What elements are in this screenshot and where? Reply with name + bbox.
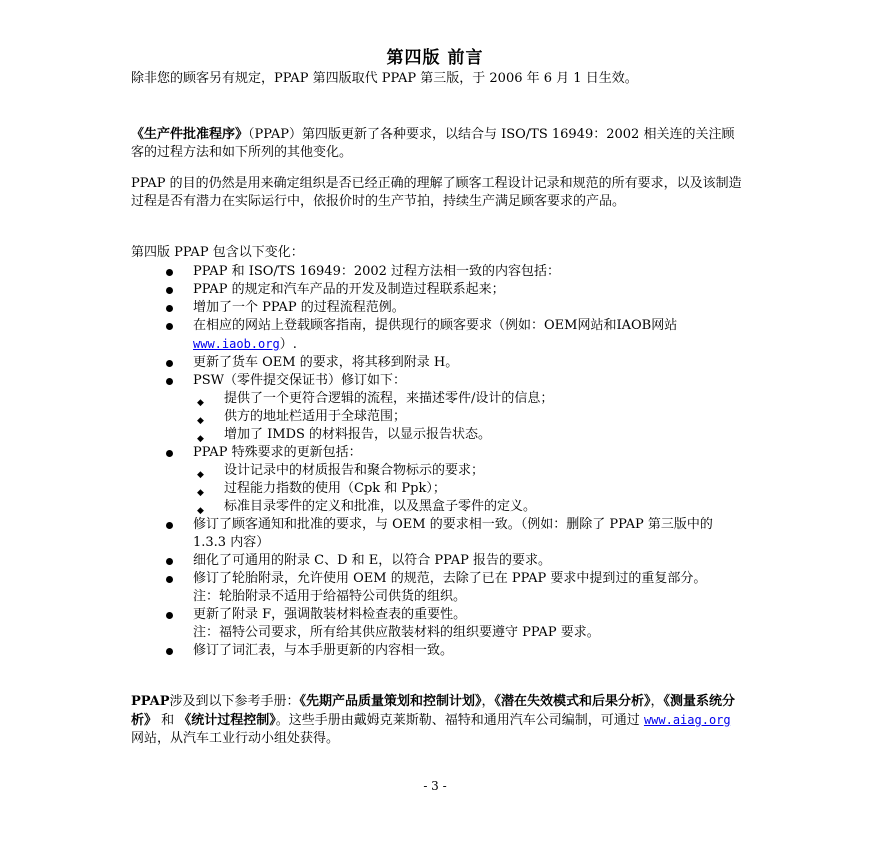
list-item: PPAP 的规定和汽车产品的开发及制造过程联系起来； [131,281,743,299]
manual-fmea: 《潜在失效模式和后果分析》 [494,694,651,709]
diamond-bullet-icon: ◆ [197,488,204,498]
bullet-icon [166,558,173,565]
list-item: 修订了轮胎附录，允许使用 OEM 的规范，去除了已在 PPAP 要求中提到过的重复部分。 [131,570,743,588]
list-item: 增加了一个 PPAP 的过程流程范例。 [131,299,743,317]
bullet-icon [166,360,173,367]
diamond-bullet-icon: ◆ [197,470,204,480]
bullet-icon [166,287,173,294]
diamond-bullet-icon: ◆ [197,434,204,444]
ppap-update-paragraph [131,126,743,162]
diamond-bullet-icon: ◆ [197,416,204,426]
diamond-bullet-icon: ◆ [197,398,204,408]
diamond-bullet-icon: ◆ [197,506,204,516]
list-item: PSW（零件提交保证书）修订如下： ◆ 提供了一个更符合逻辑的流程，来描述零件/设计的信息； ◆ 供方的地址栏适用于全球范围； ◆ 增加了 IMDS 的材料报告，以显示报告状态。 [131,372,743,444]
list-item: 在相应的网站上登载顾客指南，提供现行的顾客要求（例如：OEM网站和IAOB网站 www.iaob.org）. [131,317,743,354]
manual-msa: 《测量系统分析》 [131,694,736,728]
psw-sublist [193,390,743,444]
aiag-link[interactable]: www.aiag.org [643,713,731,727]
page-title: 第四版 前言 [386,48,484,68]
sub-list-item: ◆ 标准目录零件的定义和批准，以及黑盒子零件的定义。 [193,498,743,516]
paragraph-text: （PPAP）第四版更新了各种要求，以结合与 ISO/TS 16949：2002 相关连的关注顾客的过程方法和如下所列的其他变化。 [131,127,735,160]
ppap-label: PPAP [131,694,170,709]
list-item: 修订了顾客通知和批准的要求，与 OEM 的要求相一致。（例如：删除了 PPAP 第三版中的 1.3.3 内容） [131,516,743,552]
purpose-paragraph: PPAP 的目的仍然是用来确定组织是否已经正确的理解了顾客工程设计记录和规范的所有要求，以及该制造过程是否有潜力在实际运行中，依报价时的生产节拍，持续生产满足顾客要求的产品。 [131,176,742,209]
iaob-link[interactable]: www.iaob.org [193,337,280,351]
page-number: - 3 - [423,779,447,793]
sub-list-item: ◆ 提供了一个更符合逻辑的流程，来描述零件/设计的信息； [193,390,743,408]
sub-list-item: ◆ 设计记录中的材质报告和聚合物标示的要求； [193,462,743,480]
note: 注：轮胎附录不适用于给福特公司供货的组织。 [193,589,467,604]
note: 注：福特公司要求，所有给其供应散装材料的组织要遵守 PPAP 要求。 [193,625,600,640]
bullet-icon [166,378,173,385]
bullet-icon [166,648,173,655]
manual-name: 《生产件批准程序》 [131,127,249,142]
bullet-icon [166,269,173,276]
special-req-sublist [193,462,743,516]
bullet-icon [166,305,173,312]
list-item: 修订了词汇表，与本手册更新的内容相一致。 [131,642,743,660]
manual-spc: 《统计过程控制》 [178,713,276,728]
list-item: PPAP 和 ISO/TS 16949：2002 过程方法相一致的内容包括： [131,263,743,281]
sub-list-item: ◆ 过程能力指数的使用（Cpk 和 Ppk）； [193,480,743,498]
reference-manuals-paragraph: PPAP涉及到以下参考手册：《先期产品质量策划和控制计划》，《潜在失效模式和后果分析》，《测量系统分析》 和 《统计过程控制》。这些手册由戴姆克莱斯勒、福特和通用汽车公司编制，可通过 www.aiag.org网站，从汽车工业行动小组处获得。 [131,694,736,746]
bullet-icon [166,522,173,529]
bullet-icon [166,612,173,619]
changes-intro: 第四版 PPAP 包含以下变化： [131,245,304,260]
manual-apqp: 《先期产品质量策划和控制计划》 [299,694,482,709]
list-item: 更新了附录 F，强调散装材料检查表的重要性。 [131,606,743,624]
bullet-icon [166,323,173,330]
list-item: 更新了货车 OEM 的要求，将其移到附录 H。 [131,354,743,372]
changes-list [131,263,743,660]
sub-list-item: ◆ 增加了 IMDS 的材料报告，以显示报告状态。 [193,426,743,444]
list-item: 细化了可通用的附录 C、D 和 E，以符合 PPAP 报告的要求。 [131,552,743,570]
intro-paragraph: 除非您的顾客另有规定，PPAP 第四版取代 PPAP 第三版，于 2006 年 6 月 1 日生效。 [131,71,638,86]
bullet-icon [166,450,173,457]
list-item: PPAP 特殊要求的更新包括： ◆ 设计记录中的材质报告和聚合物标示的要求； ◆ 过程能力指数的使用（Cpk 和 Ppk）； ◆ 标准目录零件的定义和批准，以及黑盒子零件的定义。 [131,444,743,516]
sub-list-item: ◆ 供方的地址栏适用于全球范围； [193,408,743,426]
bullet-icon [166,576,173,583]
